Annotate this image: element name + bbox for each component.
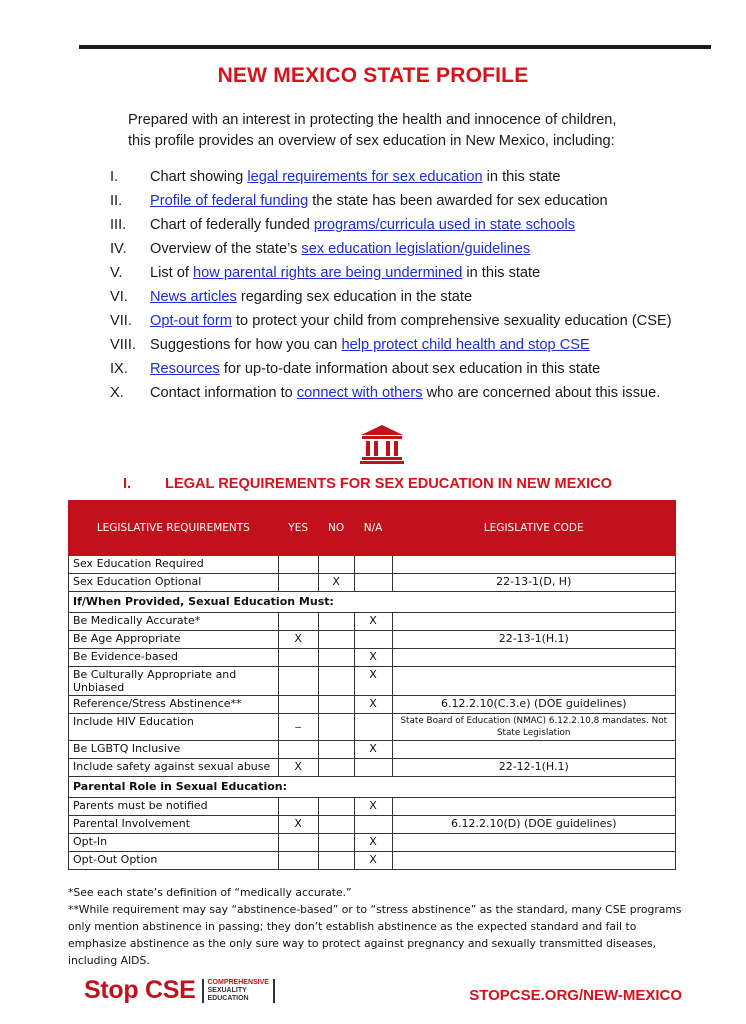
requirement-cell: Be Evidence-based: [69, 649, 279, 667]
yes-cell: [278, 556, 318, 574]
requirement-cell: Be Culturally Appropriate and Unbiased: [69, 667, 279, 696]
no-cell: X: [318, 574, 354, 592]
logo-tagline-line: COMPREHENSIVE: [207, 978, 269, 986]
page-title: NEW MEXICO STATE PROFILE: [217, 64, 529, 87]
toc-link[interactable]: Opt-out form: [150, 313, 232, 329]
logo-tagline: [202, 979, 275, 1003]
toc-text: [150, 361, 600, 377]
section-label: If/When Provided, Sexual Education Must:: [69, 592, 676, 613]
code-cell: 6.12.2.10(C.3.e) (DOE guidelines): [392, 696, 676, 714]
section-number: I.: [123, 476, 132, 492]
toc-text: [150, 289, 472, 305]
toc-item: [110, 237, 710, 261]
code-cell: [392, 834, 676, 852]
header-yes: YES: [278, 501, 318, 556]
no-cell: [318, 649, 354, 667]
toc-number: II.: [110, 193, 123, 209]
requirement-cell: Be Medically Accurate*: [69, 613, 279, 631]
na-cell: [354, 714, 392, 741]
table-row: [69, 714, 676, 741]
na-cell: [354, 816, 392, 834]
na-cell: [354, 631, 392, 649]
table-row: [69, 816, 676, 834]
code-cell: [392, 613, 676, 631]
code-cell: State Board of Education (NMAC) 6.12.2.10,8 mandates. Not State Legislation: [392, 714, 676, 741]
no-cell: [318, 631, 354, 649]
requirement-cell: Opt-In: [69, 834, 279, 852]
toc-link[interactable]: legal requirements for sex education: [247, 169, 483, 185]
intro-text: [128, 110, 648, 152]
footnotes: [68, 884, 682, 969]
section-heading: [123, 476, 612, 492]
requirement-cell: Include HIV Education: [69, 714, 279, 741]
na-cell: X: [354, 696, 392, 714]
footnote-abstinence: **While requirement may say “abstinence-based” or to “stress abstinence” as the standard, many CSE programs only mention abstinence in passing; they don’t establish abstinence as the expected standard and fail to emphasize abstinence as the only sure way to protect against pregnancy and sexually transmitted diseases, including AIDS.: [68, 903, 682, 967]
toc-text-after: regarding sex education in the state: [236, 289, 473, 305]
no-cell: [318, 667, 354, 696]
toc-item: [110, 333, 710, 357]
no-cell: [318, 556, 354, 574]
toc-text-after: who are concerned about this issue.: [422, 385, 661, 401]
requirement-cell: Be LGBTQ Inclusive: [69, 741, 279, 759]
yes-cell: [278, 696, 318, 714]
toc-text: [150, 313, 672, 329]
na-cell: [354, 574, 392, 592]
table-row: [69, 556, 676, 574]
code-cell: 22-13-1(D, H): [392, 574, 676, 592]
toc-text: [150, 385, 660, 401]
section-label: Parental Role in Sexual Education:: [69, 777, 676, 798]
code-cell: [392, 852, 676, 870]
section-title: LEGAL REQUIREMENTS FOR SEX EDUCATION IN NEW MEXICO: [165, 476, 613, 492]
toc-text-after: for up-to-date information about sex education in this state: [219, 361, 601, 377]
na-cell: X: [354, 613, 392, 631]
na-cell: X: [354, 741, 392, 759]
code-cell: 22-12-1(H.1): [392, 759, 676, 777]
toc-text: [150, 169, 560, 185]
table-row: [69, 649, 676, 667]
header-code: LEGISLATIVE CODE: [392, 501, 676, 556]
requirement-cell: Parental Involvement: [69, 816, 279, 834]
no-cell: [318, 613, 354, 631]
code-cell: [392, 798, 676, 816]
toc-number: IX.: [110, 361, 128, 377]
toc-item: [110, 165, 710, 189]
toc-link[interactable]: help protect child health and stop CSE: [341, 337, 590, 353]
logo-wordmark: Stop CSE: [84, 976, 196, 1004]
code-cell: 22-13-1(H.1): [392, 631, 676, 649]
toc-number: VI.: [110, 289, 128, 305]
toc-number: X.: [110, 385, 124, 401]
toc-link[interactable]: programs/curricula used in state schools: [313, 217, 576, 233]
toc-item: [110, 357, 710, 381]
yes-cell: _: [278, 714, 318, 741]
toc-number: V.: [110, 265, 123, 281]
toc-text: [150, 241, 530, 257]
no-cell: [318, 816, 354, 834]
toc-text: [150, 265, 540, 281]
toc-number: III.: [110, 217, 127, 233]
top-divider: [79, 45, 711, 49]
legal-requirements-table: [68, 500, 676, 870]
no-cell: [318, 834, 354, 852]
table-row: [69, 834, 676, 852]
toc-text: [150, 337, 590, 353]
table-section-row: [69, 592, 676, 613]
toc-link[interactable]: connect with others: [296, 385, 423, 401]
yes-cell: X: [278, 759, 318, 777]
na-cell: [354, 759, 392, 777]
code-cell: [392, 741, 676, 759]
toc-item: [110, 309, 710, 333]
yes-cell: [278, 834, 318, 852]
table-row: [69, 574, 676, 592]
toc-link[interactable]: Resources: [150, 361, 220, 377]
table-row: [69, 759, 676, 777]
table-header-row: [69, 501, 676, 556]
na-cell: [354, 556, 392, 574]
stop-cse-logo: [84, 976, 275, 1005]
requirement-cell: Sex Education Required: [69, 556, 279, 574]
toc-item: [110, 381, 710, 405]
na-cell: X: [354, 834, 392, 852]
toc-item: [110, 189, 710, 213]
header-no: NO: [318, 501, 354, 556]
yes-cell: [278, 852, 318, 870]
yes-cell: [278, 741, 318, 759]
toc-text-before: Chart showing: [150, 169, 248, 185]
table-row: [69, 667, 676, 696]
table-row: [69, 798, 676, 816]
no-cell: [318, 714, 354, 741]
no-cell: [318, 852, 354, 870]
toc-link[interactable]: News articles: [150, 289, 237, 305]
intro-line: Prepared with an interest in protecting the health and innocence of children,: [128, 112, 617, 128]
header-requirements: LEGISLATIVE REQUIREMENTS: [69, 501, 279, 556]
no-cell: [318, 741, 354, 759]
toc-text-before: Chart of federally funded: [150, 217, 314, 233]
table-body: [69, 556, 676, 870]
logo-tagline-line: EDUCATION: [207, 994, 249, 1002]
table-row: [69, 631, 676, 649]
toc-text-after: the state has been awarded for sex education: [308, 193, 608, 209]
toc-number: VII.: [110, 313, 132, 329]
toc-text-after: in this state: [482, 169, 561, 185]
toc-link[interactable]: how parental rights are being undermined: [193, 265, 463, 281]
code-cell: [392, 556, 676, 574]
toc-text: [150, 217, 575, 233]
footer-url[interactable]: STOPCSE.ORG/NEW-MEXICO: [469, 987, 682, 1004]
toc-item: [110, 213, 710, 237]
toc-number: I.: [110, 169, 119, 185]
yes-cell: X: [278, 631, 318, 649]
toc-text: [150, 193, 608, 209]
footnote-medically-accurate: *See each state’s definition of “medically accurate.”: [68, 886, 352, 899]
toc-number: IV.: [110, 241, 127, 257]
yes-cell: [278, 574, 318, 592]
requirement-cell: Parents must be notified: [69, 798, 279, 816]
requirement-cell: Include safety against sexual abuse: [69, 759, 279, 777]
table-row: [69, 696, 676, 714]
requirement-cell: Sex Education Optional: [69, 574, 279, 592]
requirement-cell: Reference/Stress Abstinence**: [69, 696, 279, 714]
code-cell: 6.12.2.10(D) (DOE guidelines): [392, 816, 676, 834]
table-row: [69, 741, 676, 759]
toc-text-after: to protect your child from comprehensive sexuality education (CSE): [231, 313, 672, 329]
requirement-cell: Opt-Out Option: [69, 852, 279, 870]
toc-text-before: Suggestions for how you can: [150, 337, 342, 353]
toc-link[interactable]: sex education legislation/guidelines: [301, 241, 531, 257]
toc-number: VIII.: [110, 337, 136, 353]
yes-cell: [278, 613, 318, 631]
no-cell: [318, 798, 354, 816]
toc-link[interactable]: Profile of federal funding: [150, 193, 309, 209]
yes-cell: [278, 667, 318, 696]
na-cell: X: [354, 852, 392, 870]
toc-item: [110, 261, 710, 285]
table-row: [69, 613, 676, 631]
toc-text-after: in this state: [462, 265, 541, 281]
yes-cell: [278, 798, 318, 816]
yes-cell: [278, 649, 318, 667]
toc-text-before: List of: [150, 265, 193, 281]
na-cell: X: [354, 649, 392, 667]
intro-line: this profile provides an overview of sex education in New Mexico, including:: [128, 133, 615, 149]
code-cell: [392, 649, 676, 667]
logo-tagline-line: SEXUALITY: [207, 986, 247, 994]
no-cell: [318, 696, 354, 714]
table-of-contents: [110, 165, 710, 405]
code-cell: [392, 667, 676, 696]
table-row: [69, 852, 676, 870]
courthouse-icon: [358, 424, 406, 464]
toc-text-before: Contact information to: [150, 385, 297, 401]
header-na: N/A: [354, 501, 392, 556]
toc-item: [110, 285, 710, 309]
toc-text-before: Overview of the state’s: [150, 241, 302, 257]
no-cell: [318, 759, 354, 777]
yes-cell: X: [278, 816, 318, 834]
table-section-row: [69, 777, 676, 798]
requirement-cell: Be Age Appropriate: [69, 631, 279, 649]
na-cell: X: [354, 798, 392, 816]
na-cell: X: [354, 667, 392, 696]
